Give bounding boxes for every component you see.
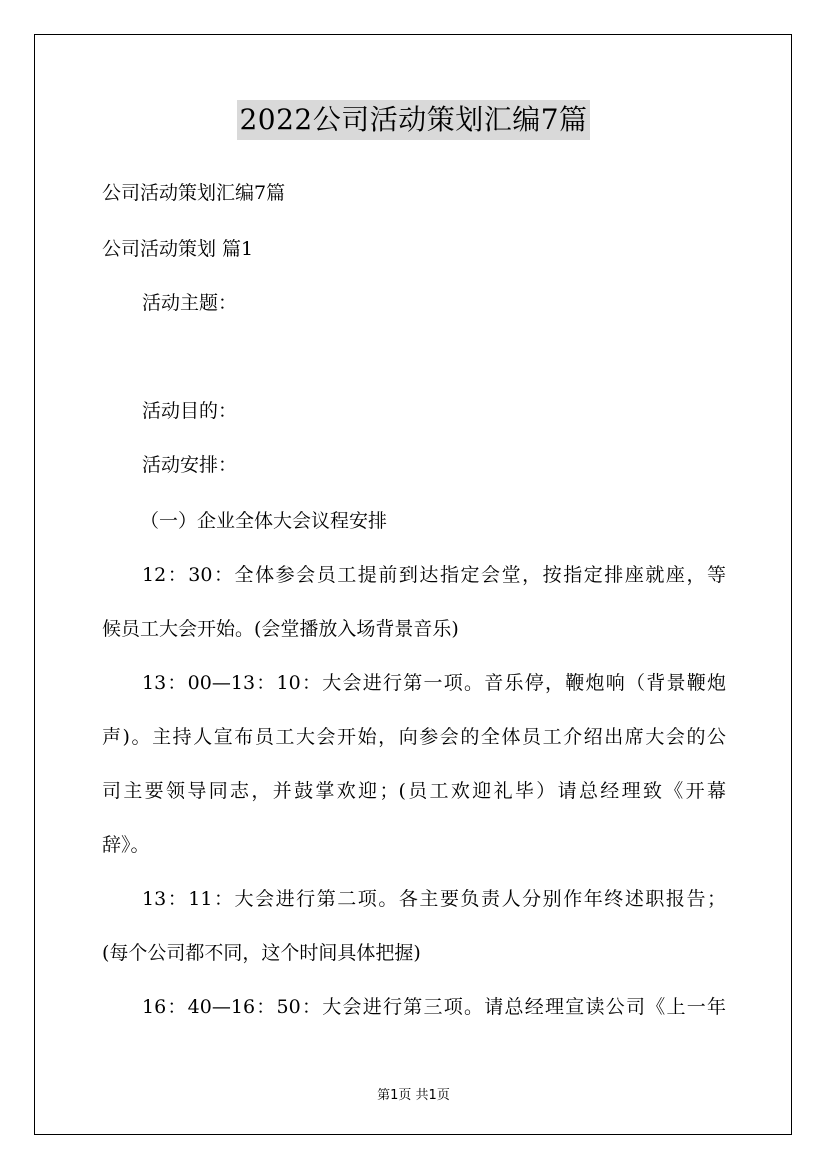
paragraph-line: 辞》。: [102, 834, 150, 856]
paragraph-line: 候员工大会开始。(会堂播放入场背景音乐): [102, 618, 459, 640]
paragraph-line: 16：40—16：50：大会进行第三项。请总经理宣读公司《上一年: [142, 996, 726, 1018]
paragraph-line: 声)。主持人宣布员工大会开始，向参会的全体员工介绍出席大会的公: [102, 726, 726, 748]
paragraph-line: 司主要领导同志，并鼓掌欢迎；(员工欢迎礼毕）请总经理致《开幕: [102, 780, 726, 802]
subtitle: 公司活动策划汇编7篇: [102, 182, 286, 204]
page-footer: 第1页 共1页: [377, 1088, 450, 1103]
paragraph: （一）企业全体大会议程安排: [140, 510, 388, 532]
paragraph-line: (每个公司都不同，这个时间具体把握): [102, 942, 421, 964]
paragraph: 活动目的：: [142, 400, 238, 422]
section-heading: 公司活动策划 篇1: [102, 238, 254, 260]
document-title-text: 2022公司活动策划汇编7篇: [237, 100, 589, 140]
paragraph-line: 13：00—13：10：大会进行第一项。音乐停，鞭炮响（背景鞭炮: [142, 672, 726, 694]
document-title: [0, 100, 827, 140]
paragraph: 活动主题：: [142, 292, 238, 314]
paragraph: 活动安排：: [142, 454, 238, 476]
paragraph-line: 12：30：全体参会员工提前到达指定会堂，按指定排座就座，等: [142, 564, 726, 586]
paragraph-line: 13：11：大会进行第二项。各主要负责人分别作年终述职报告；: [142, 888, 726, 910]
